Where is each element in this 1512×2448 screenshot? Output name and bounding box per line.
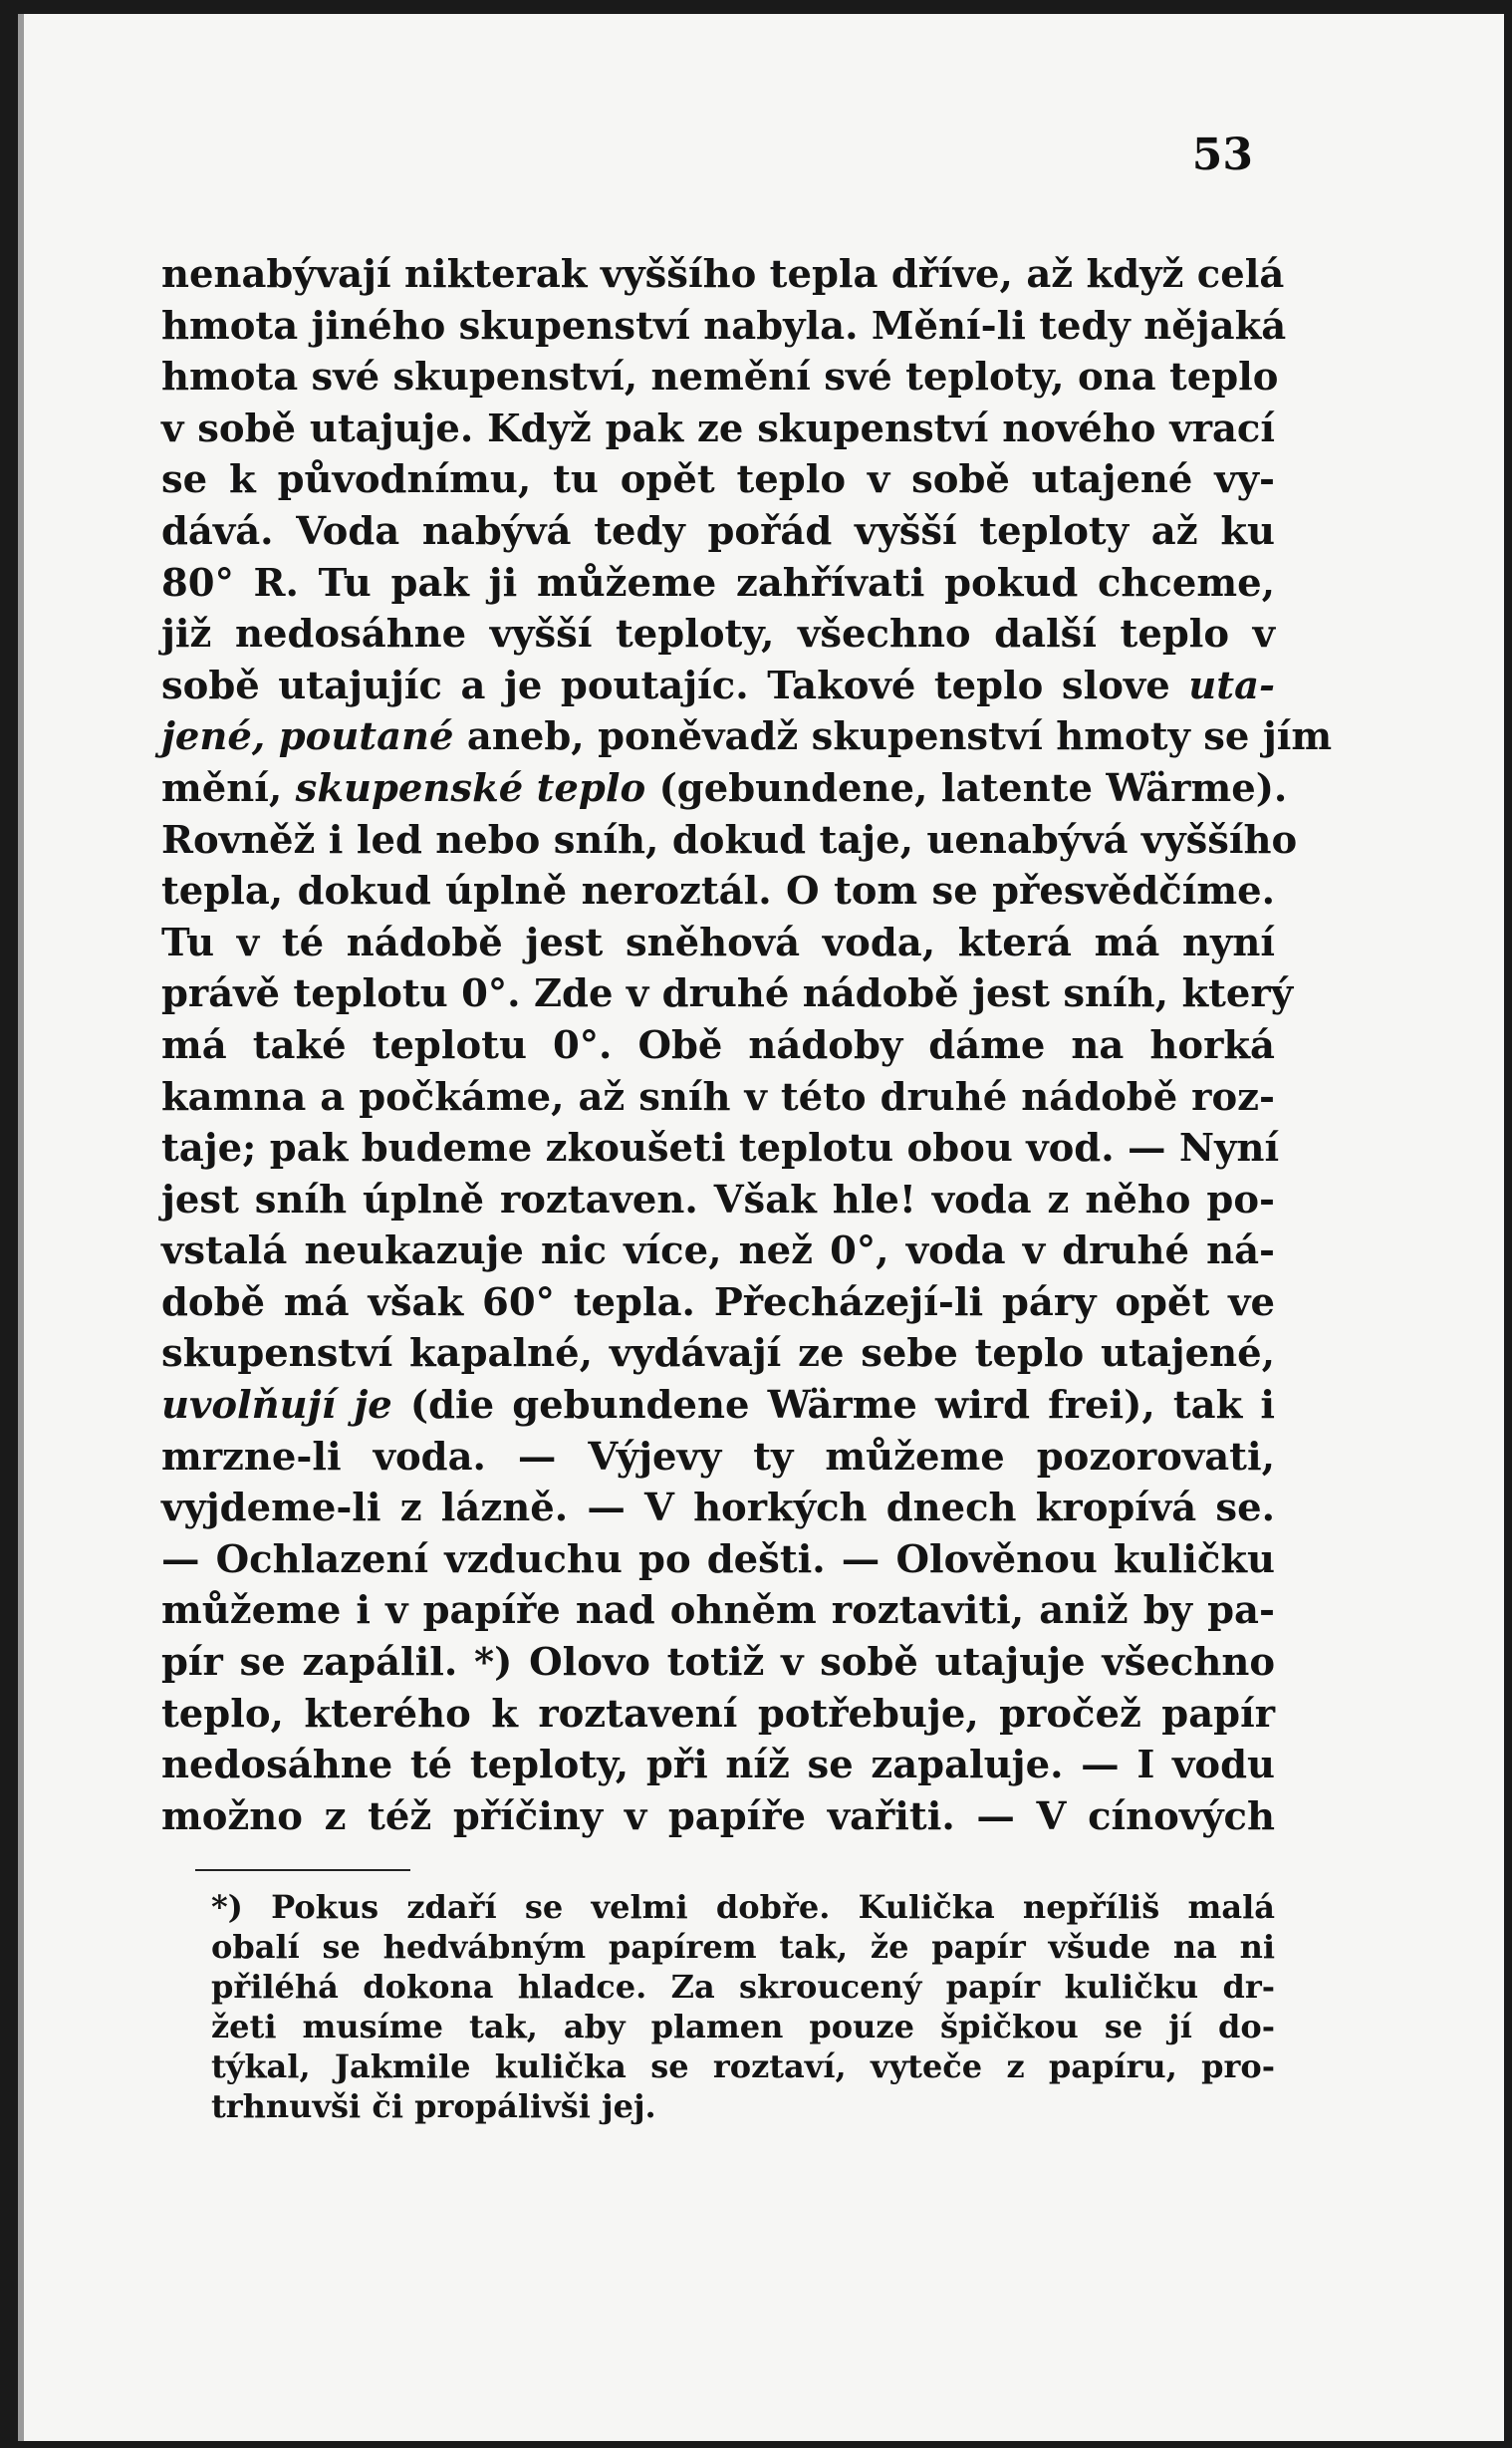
- body-line: vstalá neukazuje nic více, než 0°, voda v druhé ná-: [161, 1228, 1275, 1274]
- body-line: mění, skupenské teplo (gebundene, latente Wärme).: [161, 765, 1288, 811]
- footnote-line: obalí se hedvábným papírem tak, že papír všude na ni: [211, 1928, 1275, 1966]
- body-line: tepla, dokud úplně neroztál. O tom se přesvědčíme.: [161, 869, 1275, 915]
- body-line: v sobě utajuje. Když pak ze skupenství nového vrací: [161, 406, 1275, 451]
- footnote-divider: [195, 1869, 410, 1871]
- footnote-line: trhnuvši či propálivši jej.: [211, 2087, 656, 2125]
- italic-term: jené, poutané: [161, 714, 454, 760]
- body-line: hmota své skupenství, nemění své teploty, ona teplo: [161, 355, 1279, 401]
- footnote-line: týkal, Jakmile kulička se roztaví, vyteče z papíru, pro-: [211, 2047, 1275, 2085]
- body-line: taje; pak budeme zkoušeti teplotu obou vod. — Nyní: [161, 1126, 1280, 1172]
- body-line: jest sníh úplně roztaven. Však hle! voda z něho po-: [161, 1177, 1275, 1223]
- italic-term: skupenské teplo: [295, 765, 646, 811]
- body-line: můžeme i v papíře nad ohněm roztaviti, aniž by pa-: [161, 1588, 1275, 1634]
- body-line: nedosáhne té teploty, při níž se zapaluje. — I vodu: [161, 1743, 1275, 1788]
- body-line: — Ochlazení vzduchu po dešti. — Olověnou kuličku: [161, 1536, 1275, 1582]
- footnote: [211, 1887, 1275, 2126]
- page-number: 53: [1191, 130, 1253, 180]
- italic-term: uta-: [1188, 663, 1275, 708]
- body-line: sobě utajujíc a je poutajíc. Takové teplo slove uta-: [161, 663, 1275, 708]
- body-line: jené, poutané aneb, poněvadž skupenství hmoty se jím: [161, 714, 1333, 760]
- body-line: Rovněž i led nebo sníh, dokud taje, uenabývá vyššího: [161, 817, 1298, 863]
- body-line: má také teplotu 0°. Obě nádoby dáme na horká: [161, 1022, 1275, 1068]
- body-line: hmota jiného skupenství nabyla. Mění-li tedy nějaká: [161, 303, 1287, 349]
- body-line: vyjdeme-li z lázně. — V horkých dnech kropívá se.: [161, 1486, 1275, 1531]
- body-line: již nedosáhne vyšší teploty, všechno další teplo v: [161, 612, 1275, 658]
- footnote-line: *) Pokus zdaří se velmi dobře. Kulička nepříliš malá: [211, 1888, 1275, 1926]
- footnote-line: žeti musíme tak, aby plamen pouze špičkou se jí do-: [211, 2008, 1275, 2045]
- body-text: [161, 249, 1333, 1842]
- body-line: dává. Voda nabývá tedy pořád vyšší teploty až ku: [161, 508, 1275, 554]
- body-line: mrzne-li voda. — Výjevy ty můžeme pozorovati,: [161, 1434, 1275, 1480]
- body-line: se k původnímu, tu opět teplo v sobě utajené vy-: [161, 457, 1275, 503]
- body-line: možno z též příčiny v papíře vařiti. — V cínových: [161, 1793, 1275, 1839]
- body-line: Tu v té nádobě jest sněhová voda, která má nyní: [161, 920, 1275, 965]
- italic-term: uvolňují je: [161, 1383, 392, 1429]
- body-line: uvolňují je (die gebundene Wärme wird frei), tak i: [161, 1383, 1275, 1429]
- body-line: době má však 60° tepla. Přecházejí-li páry opět ve: [161, 1279, 1275, 1325]
- body-line: kamna a počkáme, až sníh v této druhé nádobě roz-: [161, 1074, 1275, 1120]
- body-line: nenabývají nikterak vyššího tepla dříve, až když celá: [161, 252, 1285, 297]
- body-line: 80° R. Tu pak ji můžeme zahřívati pokud chceme,: [161, 560, 1275, 606]
- book-page: [18, 14, 1504, 2441]
- footnote-line: přiléhá dokona hladce. Za skroucený papír kuličku dr-: [211, 1968, 1275, 2006]
- body-line: právě teplotu 0°. Zde v druhé nádobě jest sníh, který: [161, 971, 1294, 1017]
- body-line: teplo, kterého k roztavení potřebuje, pročež papír: [161, 1691, 1275, 1737]
- body-line: skupenství kapalné, vydávají ze sebe teplo utajené,: [161, 1331, 1275, 1377]
- body-line: pír se zapálil. *) Olovo totiž v sobě utajuje všechno: [161, 1640, 1275, 1686]
